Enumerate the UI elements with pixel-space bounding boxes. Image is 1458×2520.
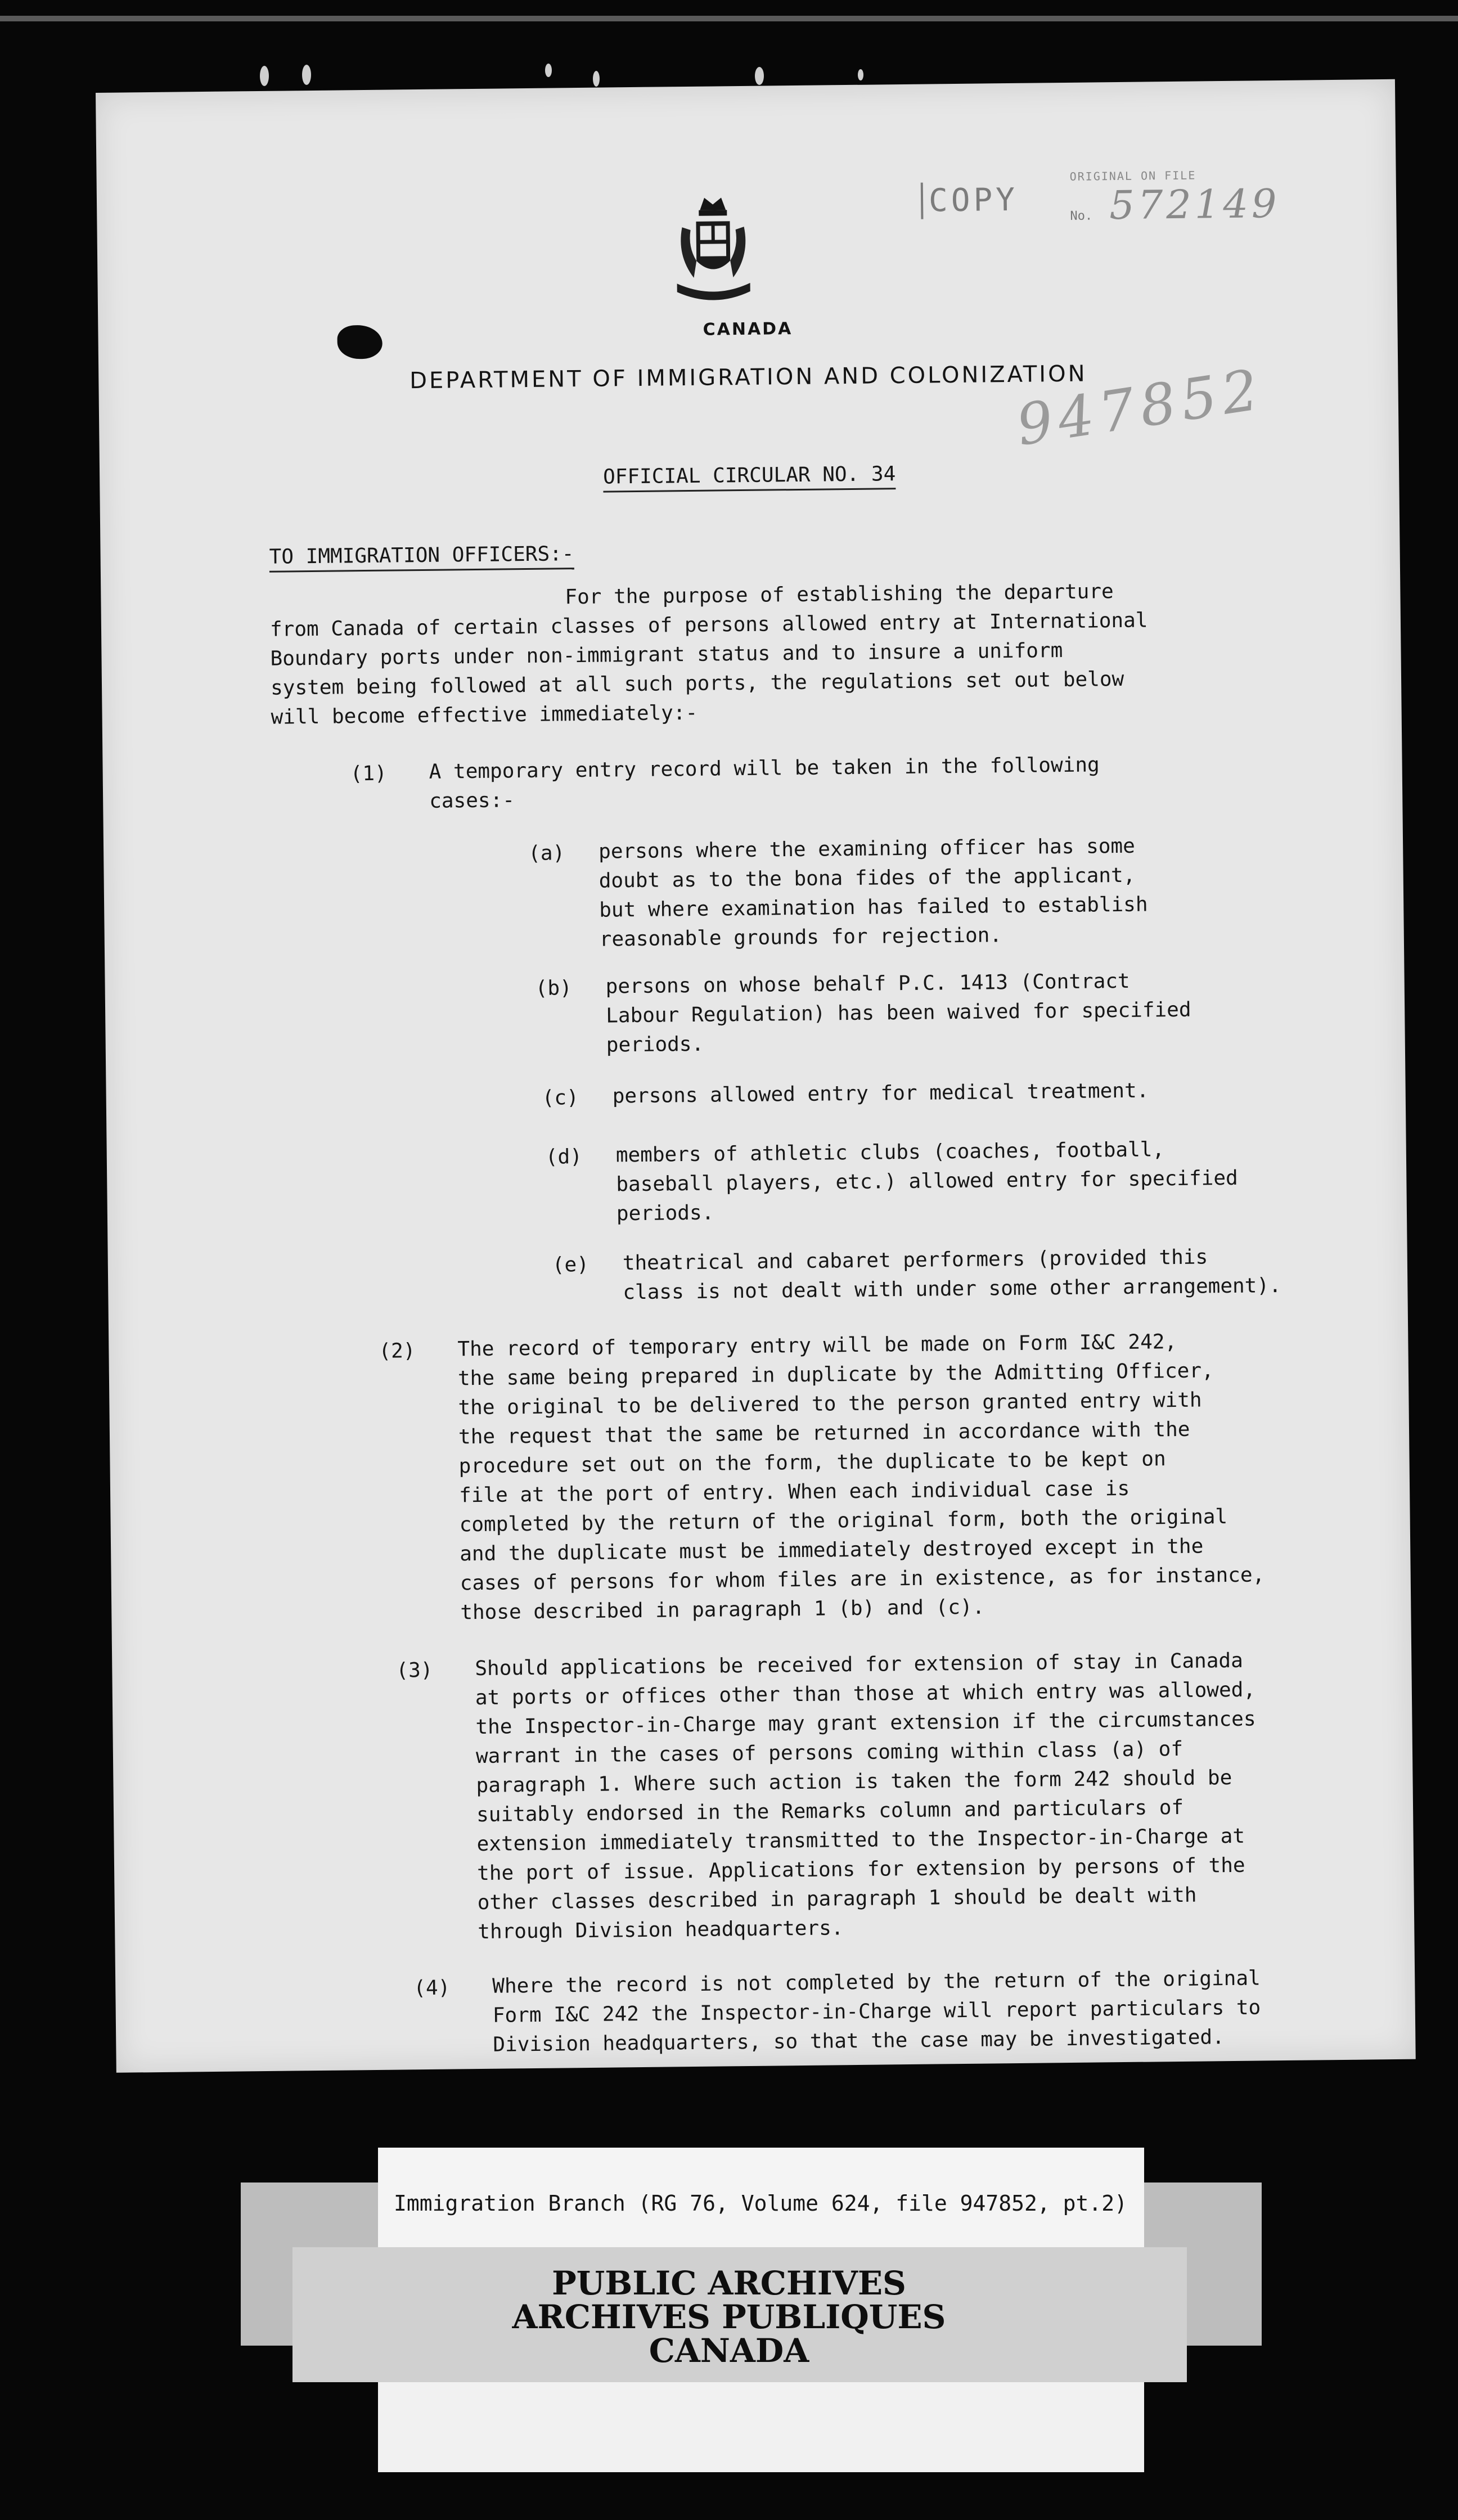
archive-stamp-line: PUBLIC ARCHIVES xyxy=(552,2264,906,2302)
item-label: (e) xyxy=(552,1253,590,1277)
para3-line: the port of issue. Applications for extension by persons of the xyxy=(476,1853,1245,1886)
para2-line: The record of temporary entry will be made on Form I&C 242, xyxy=(457,1330,1177,1361)
para4-line: Form I&C 242 the Inspector-in-Charge will report particulars to xyxy=(492,1996,1261,2027)
item-line: theatrical and cabaret performers (provided this xyxy=(622,1245,1208,1275)
para3-line: suitably endorsed in the Remarks column and particulars of xyxy=(476,1796,1184,1827)
paragraph-number: (1) xyxy=(350,762,387,786)
country-heading: CANADA xyxy=(703,319,793,340)
item-line: persons allowed entry for medical treatment. xyxy=(612,1079,1149,1108)
para3-line: warrant in the cases of persons coming within class (a) of xyxy=(475,1737,1184,1768)
item-line: class is not dealt with under some other arrangement). xyxy=(623,1274,1281,1304)
item-label: (a) xyxy=(528,842,565,866)
para3-line: extension immediately transmitted to the Inspector-in-Charge at xyxy=(476,1824,1245,1856)
para2-line: procedure set out on the form, the duplicate to be kept on xyxy=(458,1447,1166,1478)
archive-stamp-line: CANADA xyxy=(649,2332,809,2370)
paragraph-number: (2) xyxy=(379,1339,416,1363)
item-line: members of athletic clubs (coaches, football, xyxy=(615,1138,1165,1167)
item-line: periods. xyxy=(616,1201,714,1226)
para2-line: cases of persons for whom files are in existence, as for instance, xyxy=(460,1563,1265,1595)
item-label: (c) xyxy=(542,1086,579,1110)
para1-line: cases:- xyxy=(429,789,515,813)
para2-line: and the duplicate must be immediately destroyed except in the xyxy=(460,1534,1204,1566)
para2-line: those described in paragraph 1 (b) and (c). xyxy=(460,1595,985,1624)
para3-line: the Inspector-in-Charge may grant extension if the circumstances xyxy=(475,1707,1256,1739)
item-line: persons on whose behalf P.C. 1413 (Contract xyxy=(605,969,1130,998)
intro-line: For the purpose of establishing the departure xyxy=(565,580,1114,609)
paragraph-number: (3) xyxy=(396,1658,433,1682)
handwritten-file-number: 572149 xyxy=(1109,180,1280,229)
para3-line: paragraph 1. Where such action is taken the form 242 should be xyxy=(476,1766,1232,1798)
archive-reference-text: Immigration Branch (RG 76, Volume 624, file 947852, pt.2) xyxy=(394,2191,1128,2216)
archive-stamp-line: ARCHIVES PUBLIQUES xyxy=(512,2298,946,2336)
item-line: persons where the examining officer has some xyxy=(598,834,1135,863)
para2-line: the request that the same be returned in accordance with the xyxy=(458,1418,1190,1449)
intro-line: system being followed at all such ports, the regulations set out below xyxy=(270,667,1124,700)
paragraph-number: (4) xyxy=(413,1976,451,2000)
salutation: TO IMMIGRATION OFFICERS:- xyxy=(269,542,574,573)
para2-line: the same being prepared in duplicate by the Admitting Officer, xyxy=(457,1359,1214,1390)
para2-line: file at the port of entry. When each individual case is xyxy=(458,1477,1130,1508)
para4-line: Division headquarters, so that the case may be investigated. xyxy=(493,2026,1225,2056)
item-line: doubt as to the bona fides of the applicant, xyxy=(598,863,1136,893)
intro-line: will become effective immediately:- xyxy=(271,701,698,729)
item-line: Labour Regulation) has been waived for specified xyxy=(606,998,1191,1028)
original-no-label: No. xyxy=(1070,209,1093,223)
item-line: reasonable grounds for rejection. xyxy=(599,924,1002,951)
para4-line: Where the record is not completed by the return of the original xyxy=(492,1966,1261,1998)
para3-line: Should applications be received for extension of stay in Canada xyxy=(475,1649,1243,1681)
item-label: (d) xyxy=(545,1145,583,1169)
item-line: periods. xyxy=(606,1032,704,1057)
department-heading: DEPARTMENT OF IMMIGRATION AND COLONIZATION xyxy=(409,361,1087,394)
intro-line: Boundary ports under non-immigrant status and to insure a uniform xyxy=(270,639,1063,670)
para1-line: A temporary entry record will be taken in the following xyxy=(429,753,1100,784)
para2-line: completed by the return of the original form, both the original xyxy=(459,1505,1228,1537)
para2-line: the original to be delivered to the person granted entry with xyxy=(458,1388,1202,1420)
para3-line: other classes described in paragraph 1 should be dealt with xyxy=(477,1883,1197,1915)
original-on-file-stamp: ORIGINAL ON FILE xyxy=(1069,168,1196,183)
para3-line: at ports or offices other than those at which entry was allowed, xyxy=(475,1678,1256,1710)
para3-line: through Division headquarters. xyxy=(478,1916,844,1944)
item-line: but where examination has failed to establish xyxy=(599,893,1148,922)
handwritten-file-number-large: 947852 xyxy=(1012,356,1268,458)
item-label: (b) xyxy=(535,976,572,1000)
copy-stamp: COPY xyxy=(921,182,1019,219)
coat-of-arms-icon xyxy=(665,193,762,312)
document-page xyxy=(96,79,1416,2073)
item-line: baseball players, etc.) allowed entry for specified xyxy=(616,1166,1238,1196)
intro-line: from Canada of certain classes of persons allowed entry at International xyxy=(269,609,1148,641)
circular-title xyxy=(100,457,1399,494)
scan-border-line xyxy=(0,16,1458,21)
circular-title-text: OFFICIAL CIRCULAR NO. 34 xyxy=(603,462,896,492)
